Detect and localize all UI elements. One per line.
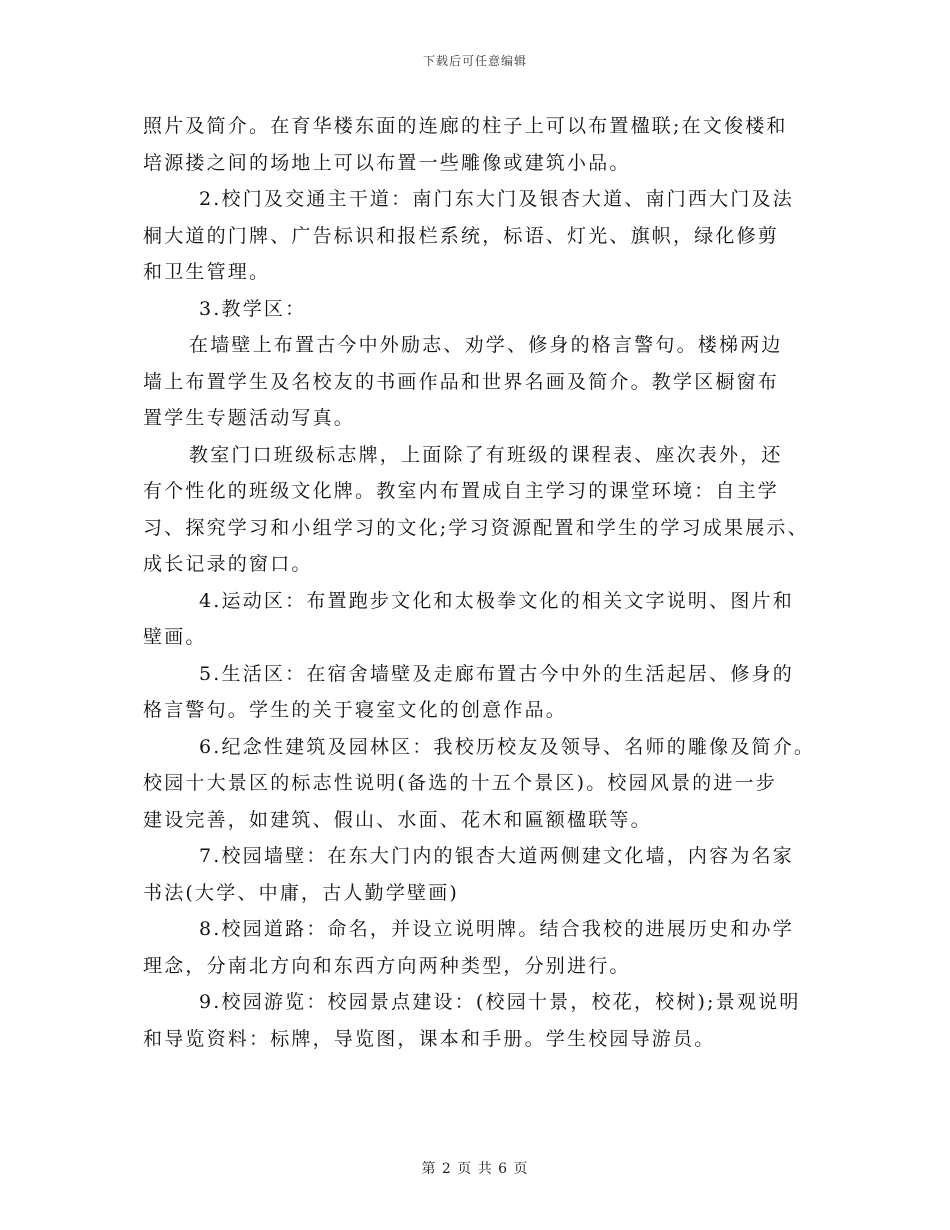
text-line: 和卫生管理。: [143, 261, 271, 283]
paragraph-start-line: 教室门口班级标志牌，上面除了有班级的课程表、座次表外，还: [189, 443, 783, 466]
text-line: 建设完善，如建筑、假山、水面、花木和匾额楹联等。: [143, 808, 652, 831]
section-heading-line: 6.纪念性建筑及园林区：我校历校友及领导、名师的雕像及简介。: [199, 735, 816, 758]
text-line: 照片及简介。在育华楼东面的连廊的柱子上可以布置楹联;在文俊楼和: [143, 115, 788, 137]
page-footer: 第 2 页 共 6 页: [421, 1161, 529, 1177]
section-heading-line: 4.运动区：布置跑步文化和太极拳文化的相关文字说明、图片和: [199, 589, 794, 612]
section-heading-line: 2.校门及交通主干道：南门东大门及银杏大道、南门西大门及法: [199, 188, 794, 210]
text-line: 有个性化的班级文化牌。教室内布置成自主学习的课堂环境：自主学: [143, 480, 780, 502]
text-line: 培源搂之间的场地上可以布置一些雕像或建筑小品。: [143, 151, 631, 174]
text-line: 成长记录的窗口。: [143, 553, 313, 575]
section-heading-line: 3.教学区：: [199, 297, 307, 320]
document-body: [143, 108, 823, 1057]
section-heading-line: 8.校园道路：命名，并设立说明牌。结合我校的进展历史和办学: [199, 918, 794, 940]
text-line: 理念，分南北方向和东西方向两种类型，分别进行。: [143, 954, 631, 977]
section-heading-line: 7.校园墙壁：在东大门内的银杏大道两侧建文化墙，内容为名家: [199, 845, 794, 867]
section-heading-line: 9.校园游览：校园景点建设：(校园十景，校花，校树);景观说明: [199, 991, 801, 1013]
text-line: 置学生专题活动写真。: [143, 407, 356, 429]
text-line: 书法(大学、中庸，古人勤学壁画): [143, 881, 460, 904]
text-line: 习、探究学习和小组学习的文化;学习资源配置和学生的学习成果展示、: [143, 516, 809, 539]
text-line: 桐大道的门牌、广告标识和报栏系统，标语、灯光、旗帜，绿化修剪: [143, 224, 780, 247]
text-line: 墙上布置学生及名校友的书画作品和世界名画及简介。教学区橱窗布: [143, 370, 780, 393]
text-line: 校园十大景区的标志性说明(备选的十五个景区)。校园风景的进一步: [143, 772, 778, 794]
text-line: 和导览资料：标牌，导览图，课本和手册。学生校园导游员。: [143, 1027, 716, 1050]
text-line: 壁画。: [143, 626, 207, 648]
paragraph-start-line: 在墙壁上布置古今中外励志、劝学、修身的格言警句。楼梯两边: [189, 334, 783, 356]
section-heading-line: 5.生活区：在宿舍墙壁及走廊布置古今中外的生活起居、修身的: [199, 662, 794, 685]
page-header: 下载后可任意编辑: [422, 54, 527, 68]
text-line: 格言警句。学生的关于寝室文化的创意作品。: [143, 699, 568, 721]
